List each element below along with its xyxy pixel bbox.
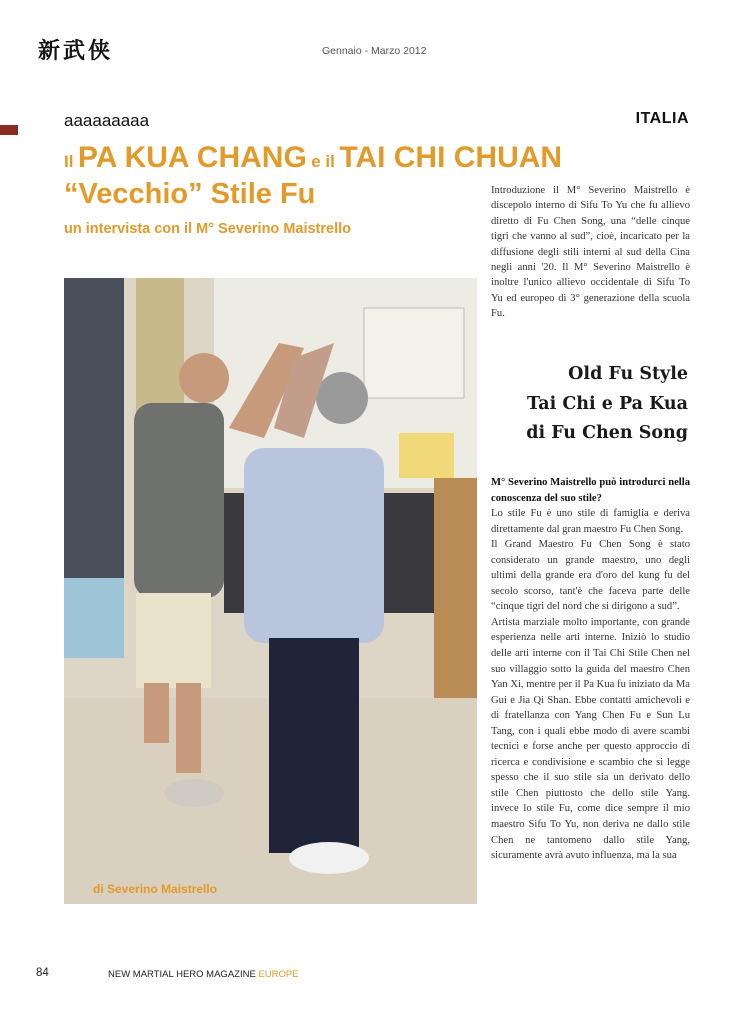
title-e-il: e il bbox=[311, 152, 335, 171]
photo-caption: di Severino Maistrello bbox=[93, 882, 218, 896]
article-title-line-1 bbox=[64, 140, 704, 181]
body-paragraph: Il Grand Maestro Fu Chen Song è stato considerato un grande maestro, uno degli ultimi della grande era d'oro del kung fu del secolo scorso, tant'è che faceva parte delle “cinque tigri del nord che si dirigono a sud”. bbox=[491, 539, 690, 613]
article-body bbox=[491, 475, 690, 864]
section-edge-tab bbox=[0, 125, 18, 135]
pull-quote-line: Tai Chi e Pa Kua bbox=[526, 393, 688, 414]
title-pa-kua-chang: PA KUA CHANG bbox=[77, 141, 307, 174]
intro-paragraph: Introduzione il M° Severino Maistrello è discepolo interno di Sifu To Yu che fu allievo diretto di Fu Chen Song, una “delle cinque tigri che vanno al sud”, cioè, incaricato per la diffusione degli stili interni al sud della Cina negli anni '20. Il M° Severino Maistrello è inoltre l'unico allievo occidentale di Sifu To Yu ed europeo di 3° generazione della scuola Fu. bbox=[491, 185, 690, 320]
magazine-name: NEW MARTIAL HERO MAGAZINE bbox=[108, 969, 256, 980]
pull-quote bbox=[492, 360, 688, 449]
article-photo bbox=[64, 278, 477, 904]
article-title-line-2: “Vecchio” Stile Fu bbox=[64, 178, 316, 210]
page-number: 84 bbox=[36, 967, 49, 979]
interview-question: M° Severino Maistrello può introdurci nella conoscenza del suo stile? bbox=[491, 477, 690, 504]
article-kicker: aaaaaaaaa bbox=[64, 111, 150, 130]
body-paragraph: Lo stile Fu è uno stile di famiglia e deriva direttamente dal gran maestro Fu Chen Song. bbox=[491, 508, 690, 535]
magazine-edition: EUROPE bbox=[258, 969, 299, 980]
magazine-logo: 新武侠 bbox=[38, 38, 114, 64]
photo-illustration bbox=[64, 278, 477, 904]
title-il: Il bbox=[64, 152, 74, 171]
section-label: ITALIA bbox=[635, 110, 689, 127]
article-subtitle: un intervista con il M° Severino Maistrello bbox=[64, 221, 352, 237]
body-paragraph: Artista marziale molto importante, con grande esperienza nelle arti interne. Iniziò lo studio delle arti interne con il Tai Chi Stile Chen nel suo villaggio sotto la guida del maestro Chen Yan Xi, mentre per il Pa Kua fu iniziato da Ma Gui e Jia Qi Shan. Ebbe contatti amichevoli e di fratellanza con Yang Chen Fu e Sun Lu Tang, con i quali ebbe modo di avere scambi tecnici e forse anche per questo approccio di ricerca e condivisione e scambio che si legge spesso che il suo stile sia un derivato dello stile Chen piuttosto che dello stile Yang. invece lo stile Fu, come dice sempre il mio maestro Sifu To Yu, non deriva ne dallo stile Chen ne tantomeno dallo stile Yang, sicuramente avrà avuto influenza, ma la sua bbox=[491, 616, 690, 862]
pull-quote-line: di Fu Chen Song bbox=[526, 423, 688, 443]
pull-quote-line: Old Fu Style bbox=[568, 364, 688, 384]
title-tai-chi-chuan: TAI CHI CHUAN bbox=[339, 141, 563, 174]
footer-magazine-name bbox=[108, 969, 299, 980]
issue-date: Gennaio - Marzo 2012 bbox=[322, 45, 427, 57]
